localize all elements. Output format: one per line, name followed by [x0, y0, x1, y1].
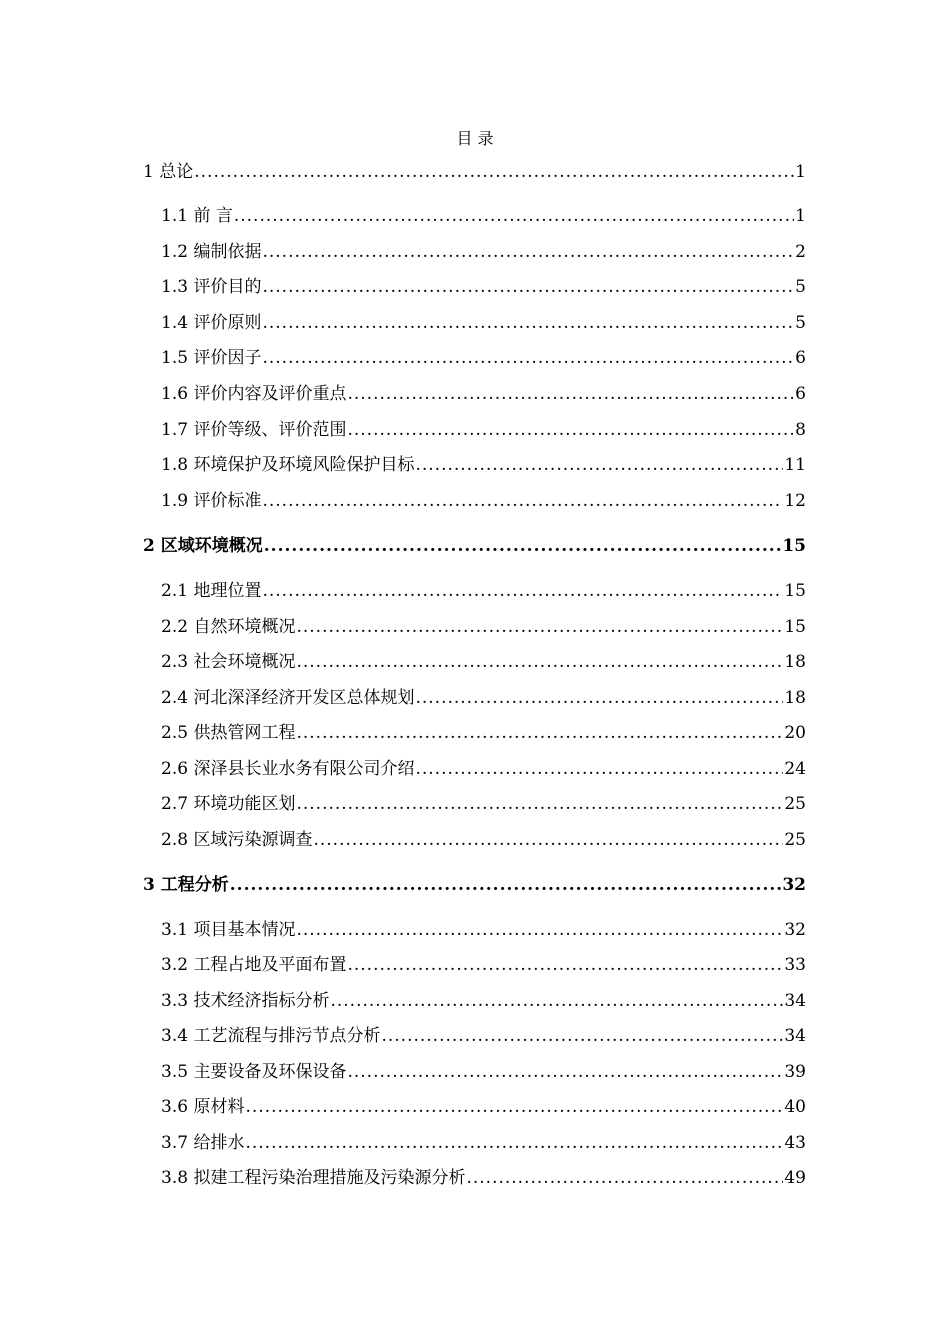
- toc-entry-label: 1.3 评价目的: [161, 277, 262, 297]
- toc-entry-page-number: 1: [795, 162, 806, 182]
- toc-entry-page-number: 15: [782, 536, 806, 556]
- toc-entry-label: 1.2 编制依据: [161, 242, 262, 262]
- toc-entry-page-number: 40: [784, 1097, 806, 1117]
- toc-entry[interactable]: [161, 1095, 806, 1119]
- toc-entry[interactable]: [161, 792, 806, 816]
- toc-entry-label: 3.8 拟建工程污染治理措施及污染源分析: [161, 1168, 466, 1188]
- toc-entry[interactable]: [161, 204, 806, 228]
- dot-leader: [262, 346, 794, 370]
- dot-leader: [347, 382, 794, 406]
- dot-leader: [262, 579, 783, 603]
- toc-entry[interactable]: [161, 1060, 806, 1084]
- toc-entry-page-number: 32: [784, 920, 806, 940]
- dot-leader: [347, 1060, 783, 1084]
- toc-entry-label: 3.5 主要设备及环保设备: [161, 1062, 347, 1082]
- toc-entry[interactable]: [161, 418, 806, 442]
- toc-entry-label: 2.3 社会环境概况: [161, 652, 296, 672]
- dot-leader: [466, 1166, 783, 1190]
- toc-entry[interactable]: [161, 721, 806, 745]
- toc-entry-label: 3.2 工程占地及平面布置: [161, 955, 347, 975]
- toc-entry-page-number: 25: [784, 830, 806, 850]
- dot-leader: [230, 873, 782, 897]
- toc-entry-page-number: 32: [782, 875, 806, 895]
- toc-entry[interactable]: [161, 989, 806, 1013]
- toc-entry-label: 2.8 区域污染源调查: [161, 830, 313, 850]
- toc-entry-label: 2.4 河北深泽经济开发区总体规划: [161, 688, 415, 708]
- toc-entry-page-number: 34: [784, 991, 806, 1011]
- toc-entry-page-number: 34: [784, 1026, 806, 1046]
- toc-entry-page-number: 39: [784, 1062, 806, 1082]
- dot-leader: [296, 721, 783, 745]
- toc-entry[interactable]: [161, 828, 806, 852]
- toc-entry[interactable]: [161, 918, 806, 942]
- dot-leader: [296, 650, 783, 674]
- toc-entry-label: 2.6 深泽县长业水务有限公司介绍: [161, 759, 415, 779]
- toc-entry[interactable]: [161, 346, 806, 370]
- dot-leader: [296, 792, 783, 816]
- toc-entry-label: 2.7 环境功能区划: [161, 794, 296, 814]
- toc-entry-page-number: 15: [784, 617, 806, 637]
- toc-title: 目 录: [456, 129, 494, 148]
- toc-entry[interactable]: [161, 240, 806, 264]
- dot-leader: [415, 453, 783, 477]
- toc-entry[interactable]: [161, 686, 806, 710]
- toc-entry[interactable]: [161, 757, 806, 781]
- toc-entry[interactable]: [161, 1166, 806, 1190]
- toc-entry-label: 3.1 项目基本情况: [161, 920, 296, 940]
- toc-entry[interactable]: [161, 579, 806, 603]
- toc-entry[interactable]: [143, 534, 806, 558]
- dot-leader: [381, 1024, 783, 1048]
- toc-entry-label: 2.5 供热管网工程: [161, 723, 296, 743]
- toc-entry-label: 3.3 技术经济指标分析: [161, 991, 330, 1011]
- toc-entry-page-number: 24: [784, 759, 806, 779]
- toc-entry[interactable]: [161, 382, 806, 406]
- toc-entry-page-number: 25: [784, 794, 806, 814]
- toc-entry[interactable]: [161, 953, 806, 977]
- dot-leader: [194, 160, 794, 184]
- toc-entry-page-number: 49: [784, 1168, 806, 1188]
- toc-entry-label: 1.8 环境保护及环境风险保护目标: [161, 455, 415, 475]
- dot-leader: [234, 204, 794, 228]
- toc-entry-label: 1.5 评价因子: [161, 348, 262, 368]
- dot-leader: [347, 418, 794, 442]
- toc-entry[interactable]: [143, 873, 806, 897]
- toc-entry[interactable]: [161, 453, 806, 477]
- toc-entry[interactable]: [161, 1131, 806, 1155]
- dot-leader: [264, 534, 782, 558]
- toc-entry-label: 3.4 工艺流程与排污节点分析: [161, 1026, 381, 1046]
- toc-entry-page-number: 6: [795, 384, 806, 404]
- toc-entry-page-number: 12: [784, 491, 806, 511]
- toc-entry-label: 2.1 地理位置: [161, 581, 262, 601]
- toc-entry-label: 1.6 评价内容及评价重点: [161, 384, 347, 404]
- toc-entry-page-number: 8: [795, 420, 806, 440]
- toc-entry-page-number: 43: [784, 1133, 806, 1153]
- dot-leader: [347, 953, 783, 977]
- toc-entry-page-number: 20: [784, 723, 806, 743]
- toc-entry-page-number: 5: [795, 313, 806, 333]
- toc-entry-label: 1.7 评价等级、评价范围: [161, 420, 347, 440]
- toc-entry-page-number: 18: [784, 688, 806, 708]
- toc-entry-label: 1 总论: [143, 162, 194, 182]
- dot-leader: [313, 828, 783, 852]
- dot-leader: [296, 918, 783, 942]
- toc-entry-label: 1.9 评价标准: [161, 491, 262, 511]
- dot-leader: [415, 686, 783, 710]
- toc-entry-page-number: 2: [795, 242, 806, 262]
- toc-entry[interactable]: [161, 489, 806, 513]
- toc-entry[interactable]: [161, 275, 806, 299]
- toc-entry-page-number: 1: [795, 206, 806, 226]
- dot-leader: [330, 989, 783, 1013]
- dot-leader: [262, 240, 794, 264]
- toc-entry-label: 2.2 自然环境概况: [161, 617, 296, 637]
- toc-entry-label: 2 区域环境概况: [143, 536, 263, 556]
- toc-entry-page-number: 15: [784, 581, 806, 601]
- dot-leader: [262, 275, 794, 299]
- toc-entry-page-number: 6: [795, 348, 806, 368]
- toc-entry[interactable]: [143, 160, 806, 184]
- toc-entry[interactable]: [161, 615, 806, 639]
- toc-entry-label: 1.1 前 言: [161, 206, 233, 226]
- toc-entry-label: 3.7 给排水: [161, 1133, 245, 1153]
- toc-entry-label: 3 工程分析: [143, 875, 229, 895]
- dot-leader: [245, 1131, 783, 1155]
- toc-entry[interactable]: [161, 1024, 806, 1048]
- toc-entry-label: 1.4 评价原则: [161, 313, 262, 333]
- toc-entry-page-number: 11: [784, 455, 806, 475]
- toc-entry-label: 3.6 原材料: [161, 1097, 245, 1117]
- toc-entry[interactable]: [161, 311, 806, 335]
- dot-leader: [415, 757, 783, 781]
- dot-leader: [262, 489, 783, 513]
- dot-leader: [262, 311, 794, 335]
- dot-leader: [296, 615, 783, 639]
- toc-entry-page-number: 18: [784, 652, 806, 672]
- dot-leader: [245, 1095, 783, 1119]
- toc-entry-page-number: 5: [795, 277, 806, 297]
- toc-entry-page-number: 33: [784, 955, 806, 975]
- toc-entry[interactable]: [161, 650, 806, 674]
